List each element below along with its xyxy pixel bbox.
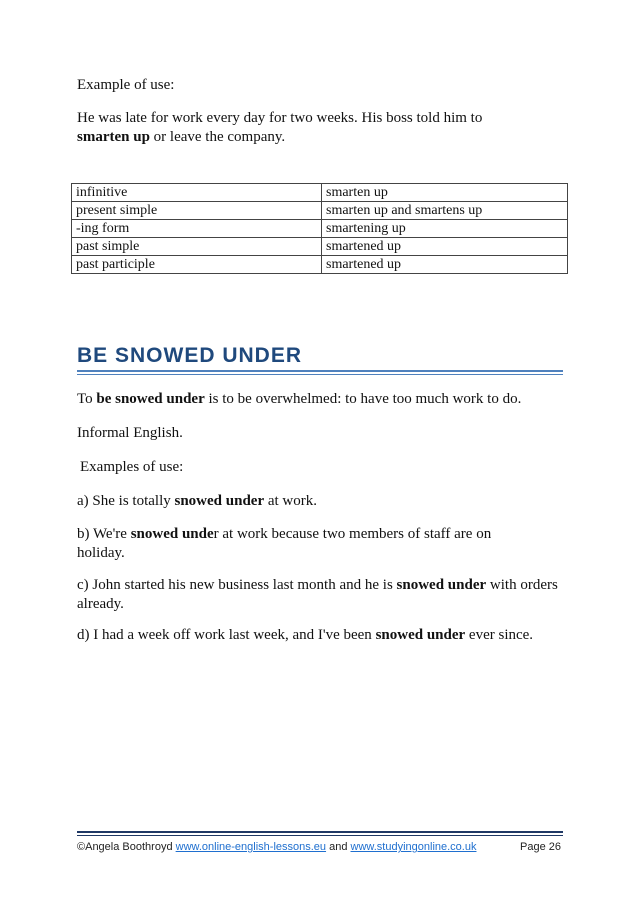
example-text-end: r at work because two members of staff are on holiday.	[77, 526, 492, 561]
footer-link-online-english-lessons[interactable]: www.online-english-lessons.eu	[175, 841, 327, 853]
verb-forms-table	[71, 183, 568, 274]
example-text: b) We're	[77, 526, 131, 542]
example-label: Example of use:	[77, 77, 175, 93]
example-phrase-bold: smarten up	[77, 129, 150, 145]
example-b	[77, 525, 537, 563]
examples-label: Examples of use:	[80, 459, 184, 475]
table-cell-value: smarten up	[322, 184, 568, 202]
table-row	[72, 202, 568, 220]
footer-rule	[77, 831, 563, 833]
definition-text-end: is to be overwhelmed: to have too much work to do.	[204, 391, 522, 407]
table-cell-value: smarten up and smartens up	[322, 202, 568, 220]
definition-paragraph	[77, 390, 567, 409]
footer-author: ©Angela Boothroyd	[77, 841, 173, 853]
example-sentence-start: He was late for work every day for two weeks. His boss told him to	[77, 110, 483, 126]
example-c	[77, 576, 567, 614]
example-text-end: ever since.	[465, 627, 534, 643]
example-phrase-bold: snowed unde	[130, 526, 214, 542]
table-row	[72, 184, 568, 202]
table-cell-form: past participle	[72, 256, 322, 274]
footer-rule-thin	[77, 835, 563, 836]
table-cell-value: smartening up	[322, 220, 568, 238]
example-text-end: at work.	[264, 493, 318, 509]
heading-underline-thin	[77, 374, 563, 375]
example-phrase-bold: snowed under	[396, 577, 487, 593]
table-row	[72, 220, 568, 238]
example-text: c) John started his new business last month and he is	[77, 577, 397, 593]
table-row	[72, 238, 568, 256]
table-cell-form: present simple	[72, 202, 322, 220]
footer-and: and	[326, 841, 351, 853]
register-note: Informal English.	[77, 425, 183, 441]
table-cell-form: infinitive	[72, 184, 322, 202]
example-text: d) I had a week off work last week, and I've been	[77, 627, 376, 643]
table-cell-form: past simple	[72, 238, 322, 256]
table-cell-value: smartened up	[322, 238, 568, 256]
example-phrase-bold: snowed under	[375, 627, 466, 643]
example-text-end: with orders already.	[77, 577, 558, 612]
page-footer	[77, 840, 563, 854]
example-a	[77, 492, 567, 511]
table-row	[72, 256, 568, 274]
example-text: a) She is totally	[77, 493, 175, 509]
example-sentence-end: or leave the company.	[149, 129, 286, 145]
example-phrase-bold: snowed under	[174, 493, 265, 509]
definition-phrase-bold: be snowed under	[96, 391, 205, 407]
section-heading: BE SNOWED UNDER	[77, 344, 303, 367]
table-cell-form: -ing form	[72, 220, 322, 238]
footer-link-studyingonline[interactable]: www.studyingonline.co.uk	[350, 841, 477, 853]
page-number: Page 26	[520, 841, 561, 853]
table-cell-value: smartened up	[322, 256, 568, 274]
definition-text: To	[77, 391, 97, 407]
example-d	[77, 626, 577, 645]
heading-underline	[77, 370, 563, 372]
example-sentence	[77, 109, 567, 147]
